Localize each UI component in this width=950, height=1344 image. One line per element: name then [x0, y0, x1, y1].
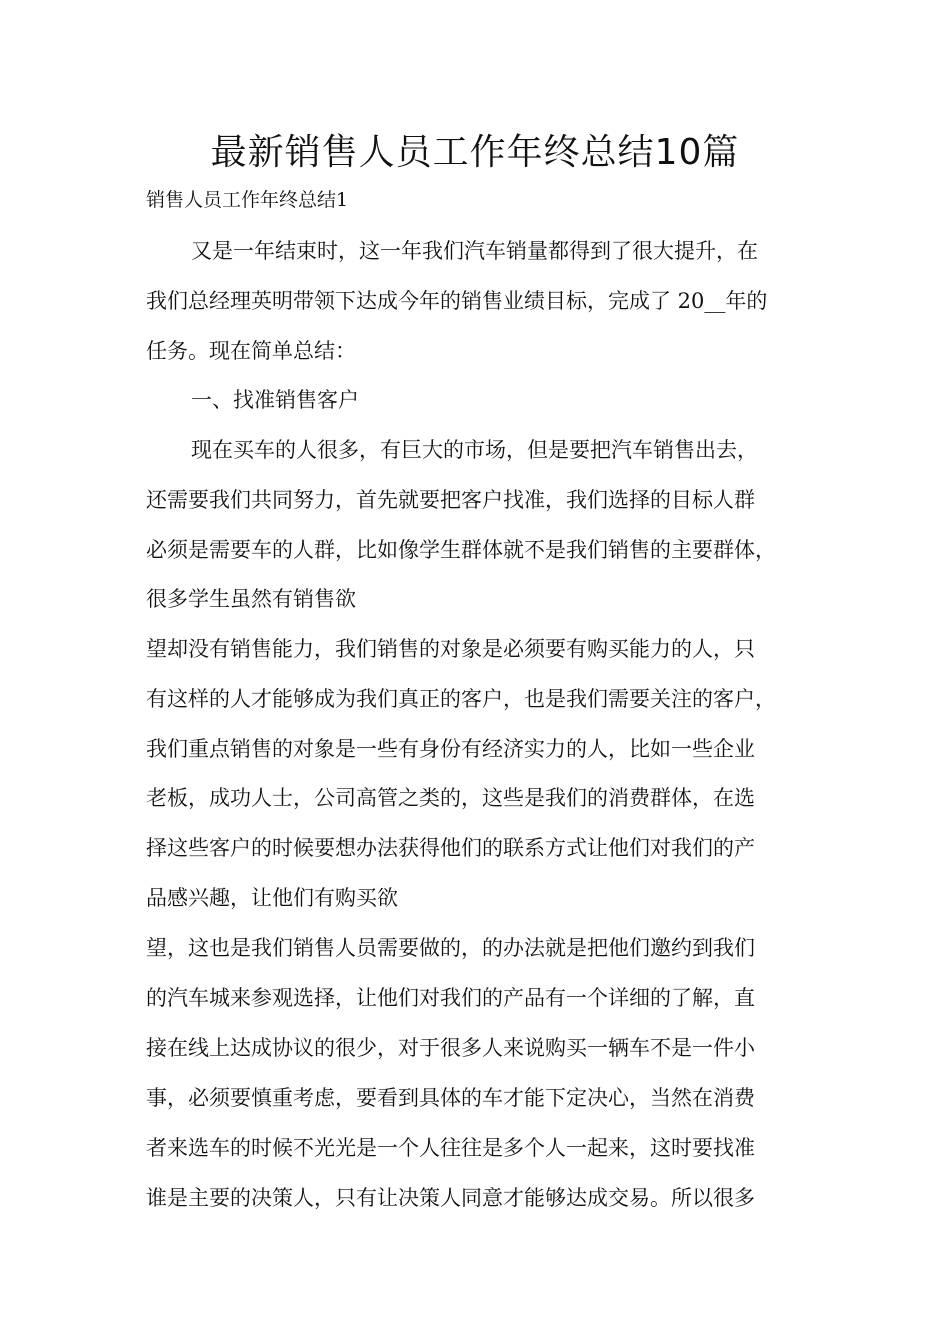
paragraph-line: 者来选车的时候不光光是一个人往往是多个人一起来，这时要找准: [146, 1136, 755, 1160]
paragraph-line: 我们总经理英明带领下达成今年的销售业绩目标，完成了 20__年的: [146, 289, 768, 313]
subsection-heading: 一、找准销售客户: [191, 388, 359, 412]
paragraph-line: 有这样的人才能够成为我们真正的客户，也是我们需要关注的客户，: [146, 687, 776, 711]
paragraph-line: 很多学生虽然有销售欲: [146, 587, 356, 611]
paragraph-line: 任务。现在简单总结：: [146, 339, 356, 363]
paragraph-line: 接在线上达成协议的很少，对于很多人来说购买一辆车不是一件小: [146, 1036, 755, 1060]
paragraph-line: 品感兴趣，让他们有购买欲: [146, 886, 398, 910]
paragraph-line: 又是一年结束时，这一年我们汽车销量都得到了很大提升，在: [191, 239, 758, 263]
paragraph-line: 事，必须要慎重考虑，要看到具体的车才能下定决心，当然在消费: [146, 1086, 755, 1110]
paragraph-line: 谁是主要的决策人，只有让决策人同意才能够达成交易。所以很多: [146, 1186, 755, 1210]
document-title: 最新销售人员工作年终总结10篇: [210, 132, 740, 173]
paragraph-line: 必须是需要车的人群，比如像学生群体就不是我们销售的主要群体，: [146, 538, 776, 562]
paragraph-line: 望，这也是我们销售人员需要做的，的办法就是把他们邀约到我们: [146, 936, 755, 960]
paragraph-line: 还需要我们共同努力，首先就要把客户找准，我们选择的目标人群: [146, 488, 755, 512]
paragraph-line: 老板，成功人士，公司高管之类的，这些是我们的消费群体，在选: [146, 786, 755, 810]
paragraph-line: 择这些客户的时候要想办法获得他们的联系方式让他们对我们的产: [146, 836, 755, 860]
paragraph-line: 的汽车城来参观选择，让他们对我们的产品有一个详细的了解，直: [146, 986, 755, 1010]
paragraph-line: 现在买车的人很多，有巨大的市场，但是要把汽车销售出去，: [191, 438, 758, 462]
paragraph-line: 望却没有销售能力，我们销售的对象是必须要有购买能力的人，只: [146, 637, 755, 661]
section-heading: 销售人员工作年终总结1: [146, 189, 349, 211]
paragraph-line: 我们重点销售的对象是一些有身份有经济实力的人，比如一些企业: [146, 737, 755, 761]
